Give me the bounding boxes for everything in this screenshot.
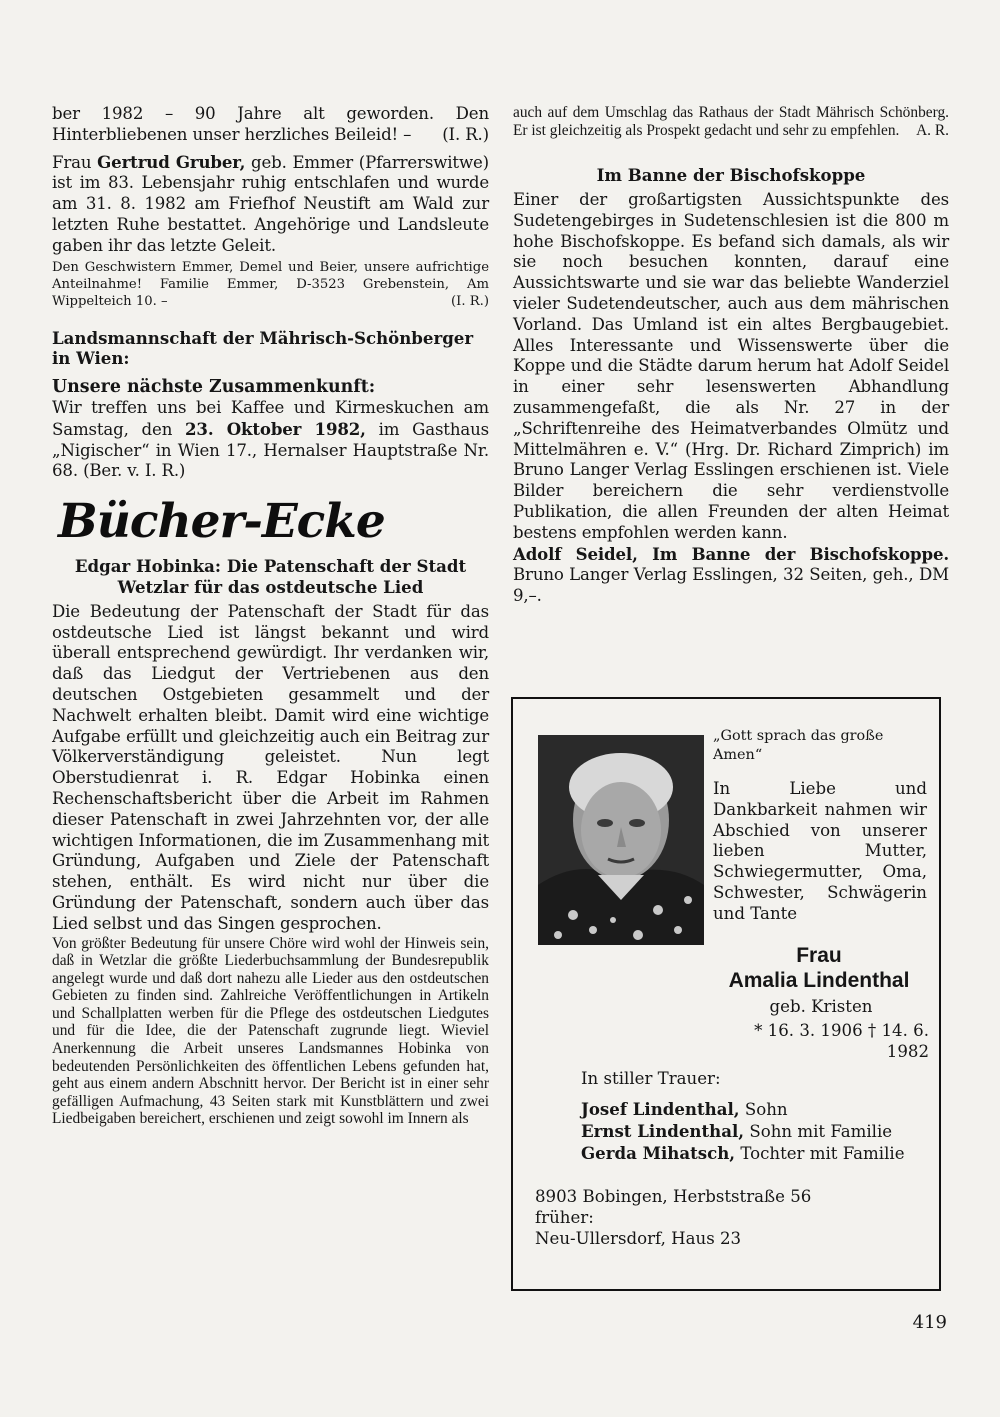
page-number: 419 (912, 1312, 947, 1333)
buecher-ecke-title: Bücher-Ecke (58, 494, 385, 550)
notice-text: In Liebe und Dankbarkeit nahmen wir Abschied von unserer lieben Mutter, Schwiegermutter, Oma, Schwester, Schwägerin und Tante (713, 779, 927, 923)
deceased-name-block: Frau Amalia Lindenthal (711, 943, 927, 993)
landsmannschaft-heading: Landsmannschaft der Mährisch-Schönberger in Wien: (52, 327, 474, 369)
deceased-name: Amalia Lindenthal (728, 969, 910, 992)
mourners-list (581, 1099, 929, 1164)
mourning-label: In stiller Trauer: (581, 1069, 721, 1088)
gruber-condolence: Den Geschwistern Emmer, Demel und Beier, unsere aufrichtige Anteilnahme! Familie Emmer, D-3523 Grebenstein, Am Wippelteich 10. – (I. R.) (52, 259, 489, 309)
mourner: Gerda Mihatsch, Tochter mit Familie (581, 1142, 905, 1163)
portrait-photo (538, 735, 704, 945)
intro-paragraph: ber 1982 – 90 Jahre alt geworden. Den Hinterbliebenen unser herzliches Beileid! – (I. R.) (52, 104, 489, 144)
bible-quote: „Gott sprach das große Amen“ (713, 728, 884, 763)
right-column (513, 104, 949, 607)
maiden-name: geb. Kristen (769, 997, 873, 1016)
left-column (52, 104, 489, 1128)
book-reference: Adolf Seidel, Im Banne der Bischofskoppe. Bruno Langer Verlag Esslingen, 32 Seiten, geh., DM 9,–. (513, 543, 949, 606)
mourner: Ernst Lindenthal, Sohn mit Familie (581, 1120, 893, 1141)
article-heading: Edgar Hobinka: Die Patenschaft der Stadt Wetzlar für das ostdeutsche Lied (74, 556, 467, 597)
meeting-text: Wir treffen uns bei Kaffee und Kirmeskuchen am Samstag, den 23. Oktober 1982, im Gasthaus „Nigischer“ in Wien 17., Hernalser Hauptstraße Nr. 68. (Ber. v. I. R.) (52, 397, 490, 481)
bischofskoppe-body: Einer der großartigsten Aussichtspunkte des Sudetengebirges in Sudetenschlesien ist die 800 m hohe Bischofskoppe. Es befand sich damals, als wir sie noch besuchen konnten, darauf eine Aussichtswarte und sie war das beliebte Wanderziel vieler Sudetendeutscher, auch aus dem mährischen Vorland. Das Umland ist ein altes Bergbaugebiet. Alles Interessante und Wissenswerte über die Koppe und die Städte darum herum hat Adolf Seidel in einer sehr lesenswerten Abhandlung zusammengefaßt, die als Nr. 27 in der „Schriftenreihe des Heimatverbandes Olmütz und Mittelmähren e. V.“ (Hrg. Dr. Richard Zimprich) im Bruno Langer Verlag Esslingen erschienen ist. Viele Bilder bereichern die sehr verdienstvolle Publikation, die allen Freunden der alten Heimat bestens empfohlen werden kann. (513, 189, 949, 542)
review-continuation: auch auf dem Umschlag das Rathaus der Stadt Mährisch Schönberg. Er ist gleichzeitig als Prospekt gedacht und sehr zu empfehlen. A. R. (513, 104, 949, 139)
meeting-heading: Unsere nächste Zusammenkunft: (52, 377, 376, 398)
family-address: 8903 Bobingen, Herbststraße 56 früher: Neu-Ullersdorf, Haus 23 (535, 1187, 812, 1248)
gruber-name: Gertrud Gruber, (97, 151, 246, 172)
article-small-text: Von größter Bedeutung für unsere Chöre wird wohl der Hinweis sein, daß in Wetzlar die größte Liederbuchsammlung der Bundesrepublik angelegt wurde und daß dort nahezu alle Lieder aus den ostdeutschen Gebieten zu finden sind. Zahlreiche Veröffentlichungen in Artikeln und Schallplatten werben für die Pflege des ostdeutschen Liedgutes und für die Idee, die der Patenschaft zugrunde liegt. Wieviel Anerkennung die Arbeit unseres Landsmannes Hobinka von bedeutenden Persönlichkeiten des öffentlichen Lebens gefunden hat, geht aus einem andern Abschnitt hervor. Der Bericht ist in einer sehr gefälligen Aufmachung, 43 Seiten stark mit Kunstblättern und zwei Liedbeigaben bereichert, erschienen und zeigt sowohl im Innern als (52, 934, 489, 1128)
life-dates: * 16. 3. 1906 † 14. 6. 1982 (754, 1021, 929, 1061)
gruber-obituary: Frau Gertrud Gruber, geb. Emmer (Pfarrerswitwe) ist im 83. Lebensjahr ruhig entschlafen und wurde am 31. 8. 1982 am Friefhof Neustift am Wald zur letzten Ruhe bestattet. Angehörige und Landsleute gaben ihr das letzte Geleit. (52, 151, 489, 255)
bischofskoppe-heading: Im Banne der Bischofskoppe (596, 165, 866, 186)
death-notice (511, 697, 941, 1291)
article-body: Die Bedeutung der Patenschaft der Stadt für das ostdeutsche Lied ist längst bekannt und wird überall entsprechend gewürdigt. Ihr verdanken wir, daß das Liedgut der Vertriebenen aus den deutschen Ostgebieten gesammelt und der Nachwelt erhalten bleibt. Damit wird eine wichtige Aufgabe erfüllt und gleichzeitig auch ein Beitrag zur Völkerverständigung geleistet. Nun legt Oberstudienrat i. R. Edgar Hobinka einen Rechenschaftsbericht über die Arbeit im Rahmen dieser Patenschaft in zwei Jahrzehnten vor, der alle wichtigen Informationen, die im Zusammenhang mit Gründung, Aufgaben und Ziele der Patenschaft stehen, enthält. Es wird nicht nur über die Gründung der Patenschaft, sondern auch über das Lied selbst und das Singen gesprochen. (52, 601, 489, 933)
mourner: Josef Lindenthal, Sohn (581, 1099, 788, 1119)
